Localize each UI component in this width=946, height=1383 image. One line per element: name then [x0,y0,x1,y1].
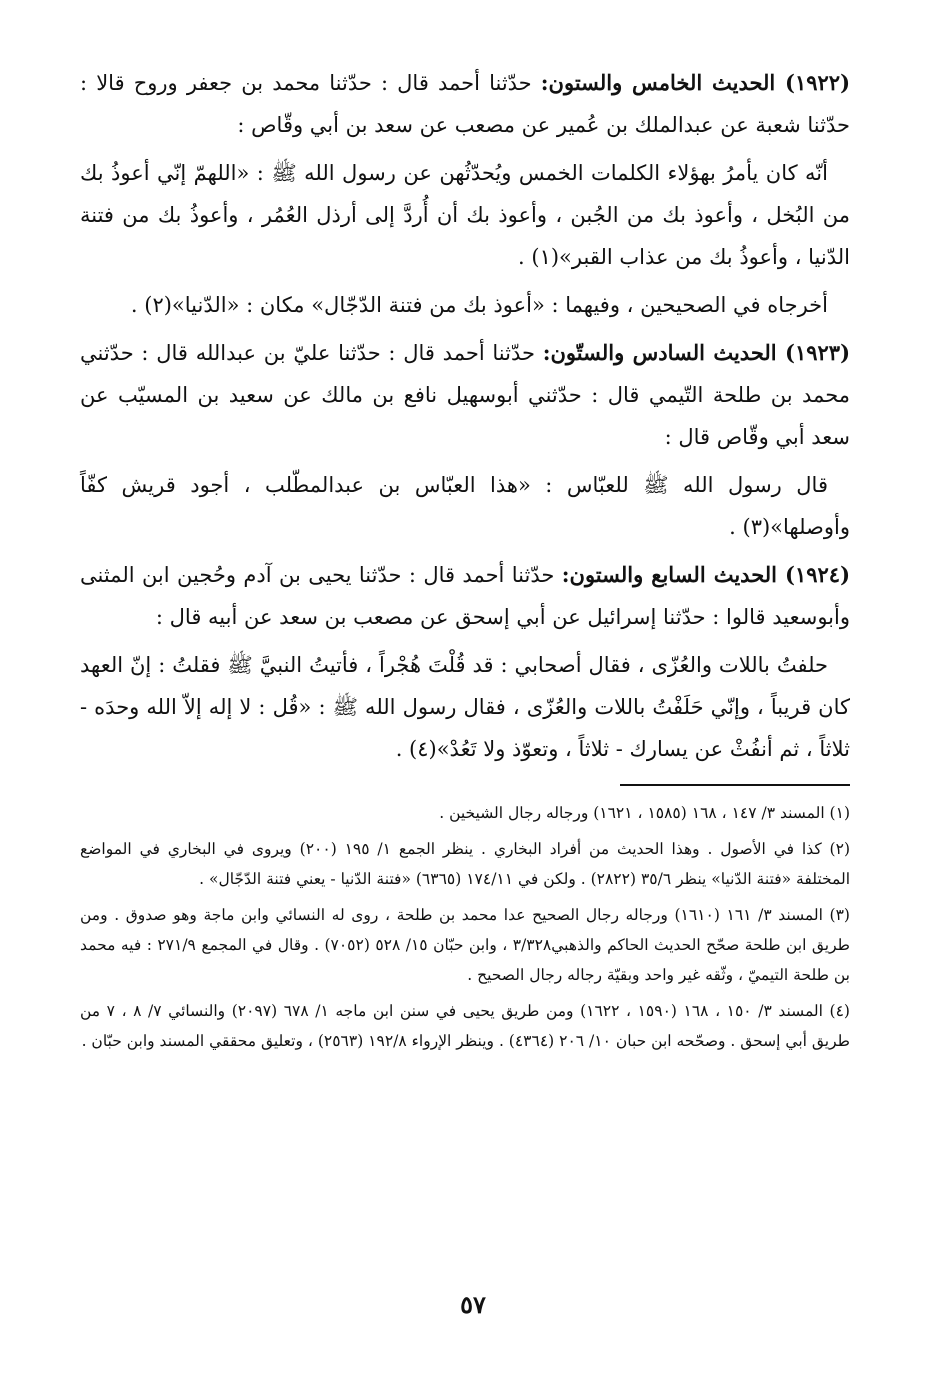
footnote-1: (١) المسند ٣/ ١٤٧ ، ١٦٨ (١٥٨٥ ، ١٦٢١) ورجاله رجال الشيخين . [439,804,850,822]
footnote-4: (٤) المسند ٣/ ١٥٠ ، ١٦٨ (١٥٩٠ ، ١٦٢٢) ومن طريق يحيى في سنن ابن ماجه ١/ ٦٧٨ (٢٠٩٧) والنسائي ٧/ ٨ ، ٧ من طريق أبي إسحق . وصحّحه ابن حبان ١٠/ ٢٠٦ (٤٣٦٤) . وينظر الإرواء ١٩٢/٨ (٢٥٦٣) ، وتعليق محققي المسند وابن حبّان . [80,1002,850,1050]
hadith-1922-note [80,284,850,326]
footnotes [80,798,850,1056]
hadith-1924-chain [80,554,850,638]
hadith-text: حلفتُ باللات والعُزّى ، فقال أصحابي : قد قُلْتَ هُجْراً ، فأتيتُ النبيَّ ﷺ فقلتُ : إنّ العهد كان قريباً ، وإنّي حَلَفْتُ باللات والعُزّى ، فقال رسول الله ﷺ : «قُل : لا إله إلاّ الله وحدَه - ثلاثاً ، ثم أنفُثْ عن يسارك - ثلاثاً ، وتعوّذ ولا تَعُدْ»(٤) . [80,653,850,761]
footnote-2: (٢) كذا في الأصول . وهذا الحديث من أفراد البخاري . ينظر الجمع ١/ ١٩٥ (٢٠٠) ويروى في البخاري في المواضع المختلفة «فتنة الدّنيا» ينظر ٣٥/٦ (٢٨٢٢) . ولكن في ١٧٤/١١ (٦٣٦٥) «فتنة الدّنيا - يعني فتنة الدّجّال» . [80,840,850,888]
hadith-heading: (١٩٢٣) الحديث السادس والستّون: [542,340,850,365]
hadith-1924-text [80,644,850,770]
hadith-1922-chain [80,62,850,146]
hadith-1923-chain [80,332,850,458]
page-body [80,62,850,1062]
hadith-text: أنّه كان يأمرُ بهؤلاء الكلمات الخمس ويُحدّثُهن عن رسول الله ﷺ : «اللهمّ إنّي أعوذُ بك من البُخل ، وأعوذ بك من الجُبن ، وأعوذ بك أن أُردَّ إلى أرذل العُمُر ، وأعوذُ بك من فتنة الدّنيا ، وأعوذُ بك من عذاب القبر»(١) . [80,161,850,269]
hadith-text: حدّثنا أحمد قال : حدّثنا يحيى بن آدم وحُجين ابن المثنى وأبوسعيد قالوا : حدّثنا إسرائيل عن أبي إسحق عن مصعب بن سعد عن أبيه قال : [80,563,850,629]
hadith-text: حدّثنا أحمد قال : حدّثنا عليّ بن عبدالله قال : حدّثني محمد بن طلحة التّيمي قال : حدّثني أبوسهيل نافع بن مالك عن سعيد بن المسيّب عن سعد أبي وقّاص قال : [80,341,850,449]
hadith-text: حدّثنا أحمد قال : حدّثنا محمد بن جعفر وروح قالا : حدّثنا شعبة عن عبدالملك بن عُمير عن مصعب عن سعد بن أبي وقّاص : [80,71,850,137]
hadith-1923-text [80,464,850,548]
footnote-3: (٣) المسند ٣/ ١٦١ (١٦١٠) ورجاله رجال الصحيح عدا محمد بن طلحة ، روى له النسائي وابن ماجة وهو صدوق . ومن طريق ابن طلحة صحّح الحديث الحاكم والذهبي٣/٣٢٨ ، وابن حبّان ١٥/ ٥٢٨ (٧٠٥٢) . وقال في المجمع ٢٧١/٩ : فيه محمد بن طلحة التيميّ ، وثّقه غير واحد وبقيّة رجاله رجال الصحيح . [80,906,850,984]
page-number: ٥٧ [460,1290,486,1319]
footnote-divider [620,784,850,786]
hadith-1922-text [80,152,850,278]
hadith-text: قال رسول الله ﷺ للعبّاس : «هذا العبّاس بن عبدالمطّلب ، أجود قريش كفّاً وأوصلها»(٣) . [80,473,850,539]
hadith-heading: (١٩٢٢) الحديث الخامس والستون: [540,70,851,95]
hadith-heading: (١٩٢٤) الحديث السابع والستون: [561,562,851,587]
hadith-text: أخرجاه في الصحيحين ، وفيهما : «أعوذ بك من فتنة الدّجّال» مكان : «الدّنيا»(٢) . [130,293,828,317]
